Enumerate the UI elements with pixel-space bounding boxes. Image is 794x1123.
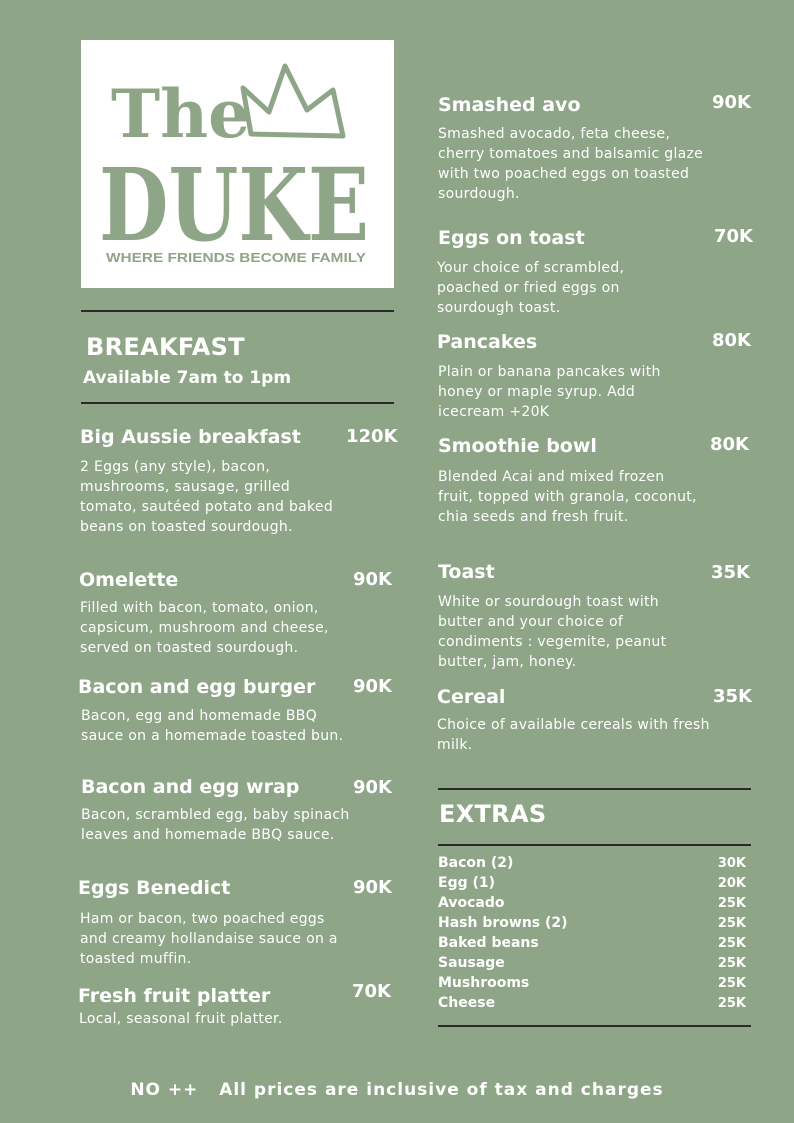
menu-item-description: Bacon, scrambled egg, baby spinach leaves and homemade BBQ sauce. — [81, 807, 350, 843]
menu-item-name: Eggs Benedict — [78, 877, 231, 899]
extras-title: EXTRAS — [439, 800, 547, 828]
list-item — [438, 993, 746, 1013]
extra-name: Egg (1) — [438, 875, 496, 891]
menu-item-price: 80K — [710, 434, 749, 455]
list-item — [438, 853, 746, 873]
menu-item-price: 90K — [712, 92, 751, 113]
crown-logo-graphic — [81, 40, 394, 288]
extra-name: Sausage — [438, 955, 505, 971]
menu-item-name: Smoothie bowl — [438, 435, 597, 457]
logo-duke-text: DUKE — [99, 146, 369, 264]
footer-tax-note: All prices are inclusive of tax and charges — [219, 1080, 664, 1100]
logo-tagline: WHERE FRIENDS BECOME FAMILY — [106, 250, 367, 265]
menu-item-name: Fresh fruit platter — [78, 985, 271, 1007]
list-item — [438, 953, 746, 973]
menu-item-name: Bacon and egg wrap — [81, 776, 300, 798]
menu-item-price: 90K — [353, 777, 392, 798]
menu-item-description: Blended Acai and mixed frozen fruit, topped with granola, coconut, chia seeds and fresh fruit. — [438, 469, 697, 525]
menu-item-name: Big Aussie breakfast — [80, 426, 301, 448]
the-duke-logo — [81, 40, 394, 288]
menu-item-description: Ham or bacon, two poached eggs and creamy hollandaise sauce on a toasted muffin. — [80, 911, 338, 967]
extra-name: Baked beans — [438, 935, 539, 951]
menu-item-price: 35K — [713, 686, 752, 707]
list-item — [438, 873, 746, 893]
menu-item-price: 90K — [353, 877, 392, 898]
menu-item-description: Plain or banana pancakes with honey or maple syrup. Add icecream +20K — [438, 364, 661, 420]
menu-item-price: 120K — [346, 426, 398, 447]
extra-price: 25K — [717, 935, 746, 951]
menu-item-description: Bacon, egg and homemade BBQ sauce on a homemade toasted bun. — [81, 708, 344, 744]
menu-item-name: Cereal — [437, 686, 506, 708]
extra-name: Avocado — [438, 895, 505, 911]
menu-item-price: 70K — [352, 981, 391, 1002]
divider — [81, 402, 394, 404]
menu-item-price: 35K — [711, 562, 750, 583]
extra-price: 25K — [717, 955, 746, 971]
crown-icon — [243, 66, 343, 136]
extra-name: Cheese — [438, 995, 496, 1011]
extra-price: 25K — [717, 975, 746, 991]
menu-item-name: Omelette — [79, 569, 179, 591]
extra-price: 30K — [717, 855, 746, 871]
menu-item-description: Your choice of scrambled, poached or fried eggs on sourdough toast. — [437, 260, 625, 316]
extra-price: 25K — [717, 995, 746, 1011]
extra-price: 25K — [717, 915, 746, 931]
extra-name: Mushrooms — [438, 975, 530, 991]
menu-item-name: Eggs on toast — [438, 227, 585, 249]
menu-item-price: 90K — [353, 676, 392, 697]
menu-item-name: Pancakes — [437, 331, 538, 353]
menu-item-description: Local, seasonal fruit platter. — [79, 1011, 283, 1027]
logo-the-text: The — [111, 75, 251, 153]
extras-list — [438, 853, 746, 1013]
menu-item-description: White or sourdough toast with butter and your choice of condiments : vegemite, peanut butter, jam, honey. — [438, 594, 667, 670]
menu-item-description: 2 Eggs (any style), bacon, mushrooms, sausage, grilled tomato, sautéed potato and baked beans on toasted sourdough. — [80, 459, 334, 535]
extra-price: 25K — [717, 895, 746, 911]
menu-item-price: 90K — [353, 569, 392, 590]
menu-item-price: 80K — [712, 330, 751, 351]
list-item — [438, 973, 746, 993]
menu-item-name: Toast — [438, 561, 495, 583]
divider — [438, 1025, 751, 1027]
menu-item-description: Choice of available cereals with fresh milk. — [437, 717, 710, 753]
menu-item-name: Bacon and egg burger — [78, 676, 316, 698]
list-item — [438, 933, 746, 953]
menu-item-name: Smashed avo — [438, 94, 581, 116]
footer-note — [0, 1080, 794, 1100]
divider — [438, 844, 751, 846]
menu-item-description: Smashed avocado, feta cheese, cherry tomatoes and balsamic glaze with two poached eggs on toasted sourdough. — [438, 126, 704, 202]
breakfast-availability: Available 7am to 1pm — [83, 368, 292, 388]
extra-name: Bacon (2) — [438, 855, 514, 871]
menu-item-description: Filled with bacon, tomato, onion, capsicum, mushroom and cheese, served on toasted sourdough. — [80, 600, 329, 656]
footer-no-plus: NO ++ — [130, 1080, 199, 1100]
divider — [81, 310, 394, 312]
extra-name: Hash browns (2) — [438, 915, 568, 931]
menu-item-price: 70K — [714, 226, 753, 247]
breakfast-title: BREAKFAST — [86, 333, 245, 361]
list-item — [438, 913, 746, 933]
divider — [438, 788, 751, 790]
list-item — [438, 893, 746, 913]
extra-price: 20K — [717, 875, 746, 891]
